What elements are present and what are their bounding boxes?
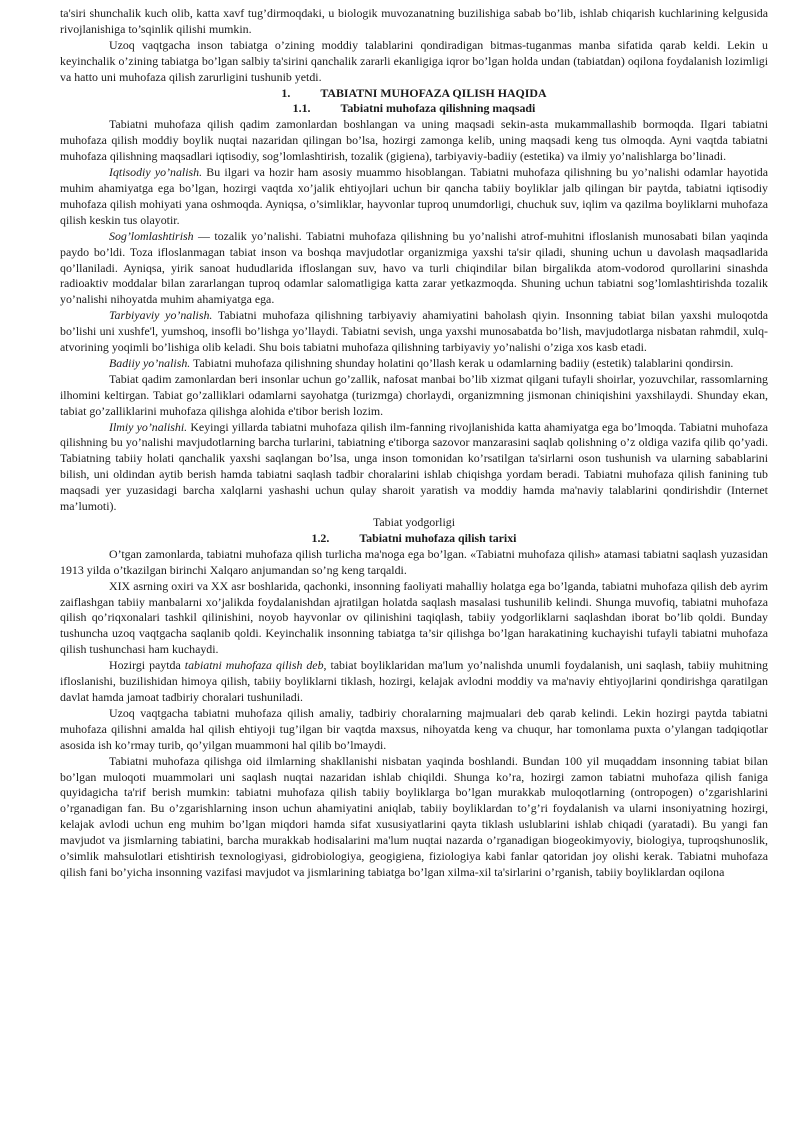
paragraph-lead: Sog’lomlashtirish	[109, 228, 194, 243]
paragraph-lead: Tarbiyaviy yo’nalish.	[109, 308, 213, 323]
section-number: 1.	[281, 85, 291, 100]
subsection-title: Tabiatni muhofaza qilish tarixi	[359, 530, 517, 545]
paragraph-text: Bu ilgari va hozir ham asosiy muammo hisoblangan. Tabiatni muhofaza qilishning bu yo’nalishi odamlar hayotida muhim ahamiyatga ega bo’lgan, hozirgi vaqtda xo’jalik ehtiyojlari uchun bir qancha tabiiy boyliklar jalb qilingan bir paytda, tabiatni iqtisodiy muhofaza qilish mohiyati yana oshmoqda. Ayniqsa, o’simliklar, hayvonlar tuproq unumdorligi, chuchuk suv, iqlim va qazilma boyliklarni muhofaza qilish keskin tus olayotir.	[60, 165, 769, 227]
body-paragraph	[60, 420, 768, 515]
body-paragraph: Tabiat qadim zamonlardan beri insonlar uchun go’zallik, nafosat manbai bo’lib xizmat qilgani tufayli shoirlar, yozuvchilar, rassomlarning ilhomini keltirgan. Tabiat go’zalliklari odamlarni sayohatga (turizmga) chorlaydi, organizmning jismonan chiniqishini yaxshilaydi. Shunday ekan, tabiat go’zalliklarini muhofaza qilishga alohida e'tibor berish lozim.	[60, 371, 768, 418]
body-paragraph: O’tgan zamonlarda, tabiatni muhofaza qilish turlicha ma'noga ega bo’lgan. «Tabiatni muhofaza qilish» atamasi tabiatni saqlash yuzasidan 1913 yilda o’tkazilgan birinchi Xalqaro anjumandan so’ng keng tarqaldi.	[60, 546, 768, 577]
section-heading	[60, 86, 768, 102]
body-paragraph: Tabiatni muhofaza qilish qadim zamonlardan boshlangan va uning maqsadi sekin-asta mukammallashib bormoqda. Ilgari tabiatni muhofaza qilish moddiy boylik nuqtai nazaridan qilingan bo’lsa, hozirgi zamonga kelib, uning maqsadi keng tus olmoqda. Ayni vaqtda tabiatni muhofaza qilishning maqsadlari iqtisodiy, sog’lomlashtirish, tozalik (gigiena), tarbiyaviy-badiiy (estetika) va ilmiy yo’nalishlarga bo’linadi.	[60, 117, 768, 164]
paragraph-text: Tabiatni muhofaza qilishning shunday holatini qo’llash kerak u odamlarning badiiy (estetik) talablarini qondirsin.	[190, 355, 734, 370]
body-paragraph	[60, 308, 768, 356]
paragraph-text: , tabiat boyliklaridan ma'lum yo’nalishda unumli foydalanish, uni saqlash, tabiiy muhitning ifloslanishi, buzilishidan himoya qilish, tabiiy boyliklarni tiklash, hozirgi, kelajak avlodni moddiy va ma'naviy ehtiyojlarini qondirishga qaratilgan davlat hamda jamoat tadbiriy choralari tushuniladi.	[60, 658, 768, 704]
subsection-number: 1.1.	[292, 101, 311, 116]
subsection-heading	[60, 531, 768, 547]
intro-paragraph: Uzoq vaqtgacha inson tabiatga o’zining moddiy talablarini qondiradigan bitmas-tuganmas manba sifatida qarab keldi. Lekin u keyinchalik o’zining tabiatga bo’lgan salbiy ta'sirini qanchalik zararli ekanligiga iqror bo’lgan holda undan (tabiatdan) oqilona foydalanish lozimligi va hatto uni muhofaza qilish zarurligini tushunib yetdi.	[60, 37, 768, 84]
subsection-heading	[60, 101, 768, 117]
section-title: TABIATNI MUHOFAZA QILISH HAQIDA	[320, 85, 547, 100]
paragraph-lead: Ilmiy yo’nalishi.	[109, 419, 188, 434]
paragraph-lead: Iqtisodiy yo’nalish.	[109, 165, 203, 180]
paragraph-lead: Badiiy yo’nalish.	[109, 355, 191, 370]
intro-paragraph: ta'siri shunchalik kuch olib, katta xavf tug’dirmoqdaki, u biologik muvozanatning buzilishiga sabab bo’lib, ishlab chiqarish kuchlarining kelgusida rivojlanishiga to’sqinlik qilishi mumkin.	[60, 6, 768, 36]
subsection-number: 1.2.	[311, 530, 330, 545]
body-paragraph	[60, 356, 768, 372]
body-paragraph	[60, 165, 768, 229]
body-paragraph: Tabiatni muhofaza qilishga oid ilmlarning shakllanishi nisbatan yaqinda boshlandi. Bundan 100 yil muqaddam insonning tabiat bilan bo’lgan muloqoti muammolari uni saqlash nuqtai nazaridan ishlab chiqildi. Shunga ko’ra, hozirgi zamon tabiatni muhofaza qilish faniga quyidagicha ta'rif berish mumkin: tabiatni muhofaza qilish tabiiy boyliklarga bo’lgan murakkab muloqotlarning (ontropogen) o’zgarishlarini o’rganadigan fan. Bu o’zgarishlarning inson uchun ahamiyatini aniqlab, tabiiy boyliklardan to’g’ri foydalanish va ularni insoniyatning hozirgi, kelajak avlodi uchun eng muhim bo’lgan miqdori hamda sifat xususiyatlarini qayta tiklash uslublarini ishlab chiqadi (yaratadi). Bu yangi fan mavjudot va jismlarning tabiatini, barcha murakkab hodisalarini ma'lum nuqtai nazarda o’rganadigan biogeokimyoviy, biologiya, tuproqshunoslik, o’simlik mahsulotlari etishtirish texnologiyasi, gidrobiologiya, geogigiena, fiziologiya kabi fanlar qatoridan joy olishi kerak. Tabiatni muhofaza qilish fani bo’yicha insonning vazifasi mavjudot va jismlarining tabiatga bo’lgan xilma-xil ta'sirlarini o’rganish, tabiiy boyliklardan oqilona	[60, 753, 768, 879]
paragraph-text: Hozirgi paytda	[109, 658, 185, 673]
paragraph-text: Keyingi yillarda tabiatni muhofaza qilish ilm-fanning rivojlanishida katta ahamiyatga ega bo’lmoqda. Tabiatni muhofaza qilishning bu yo’nalishi mavjudotlarning barcha turlarini, tabiatning e'tiborga sazovor manzarasini saqlab qolishning o’z oldiga vazifa qilib qo’yadi. Tabiatning tabiiy holati qanchalik yaxshi saqlangan bo’lsa, unga inson tomonidan ko’rsatilgan ta'sirlarni oson tushunish va ularning sabablarini bilish, uni oldindan aytib berish hamda tabiatni saqlash tadbir choralarini ishlab chiqishga yordam beradi. Tabiatni muhofaza qilish fanining tub maqsadi yer yuzasidagi barcha xalqlarni yashashi uchun qulay sharoit yaratish va moddiy hamda ma'naviy talablarini qondirishdir (Internet ma’lumoti).	[60, 419, 768, 514]
body-paragraph	[60, 658, 768, 706]
body-paragraph: XIX asrning oxiri va XX asr boshlarida, qachonki, insonning faoliyati mahalliy holatga ega bo’lganda, tabiatni muhofaza qilish deb ayrim zaiflashgan tabiiy manbalarni xo’jalikda foydalanishdan ajratilgan holatda saqlash masalasi tushunilib kelindi. Shunga muvofiq, tabiatni muhofaza qilish qo’riqxonalari tashkil qilinishini, noyob hayvonlar ov qilinishini taqiqlash, tabiiy yodgorliklarni saqlashdan iborat bo’lib qoldi. Bunday tushuncha uzoq vaqtgacha saqlanib qoldi. Keyinchalik insonning tabiatga ta’sir qilishga bo’lgan harakatining kuchayishi tufayli tabiatni muhofaza qilish tushunchasi ham kuchaydi.	[60, 578, 768, 657]
paragraph-text: — tozalik yo’nalishi. Tabiatni muhofaza qilishning bu yo’nalishi atrof-muhitni ifloslanish munosabati bilan yaqinda paydo bo’ldi. Toza ifloslanmagan tabiat inson va boshqa mavjudotlar organizmiga yaxshi ta'sir qiladi, shuning uchun u davolash maqsadlarida qo’llaniladi. Ayniqsa, yirik sanoat hududlarida ifloslangan suv, havo va turli chiqindilar bilan birgalikda atom-vodorod qurollarini sinashda radioaktiv moddalar bilan zararlangan tuproq odamlar salomatligiga katta zarar yetkazmoqda. Shuning uchun tabiatni sog’lomlashtirishda tozalik yo’nalishi nihoyatda muhim ahamiyatga ega.	[60, 228, 768, 307]
body-paragraph: Uzoq vaqtgacha tabiatni muhofaza qilish amaliy, tadbiriy choralarning majmualari deb qarab kelindi. Lekin hozirgi paytda tabiatni muhofaza qilishni amalda hal qilish ehtiyoji tug’ilgan bir vaqtda maxsus, nihoyatda keng va chuqur, har tomonlama puxta o’ylangan tadqiqotlar asosida ish ko’rmay turib, qo’yilgan muammoni hal qilib bo’lmaydi.	[60, 705, 768, 752]
body-paragraph	[60, 229, 768, 309]
subsection-title: Tabiatni muhofaza qilishning maqsadi	[340, 101, 536, 116]
paragraph-emphasis: tabiatni muhofaza qilish deb	[184, 658, 324, 673]
document-page	[60, 6, 768, 881]
figure-caption: Tabiat yodgorligi	[372, 515, 456, 529]
paragraph-text: Tabiatni muhofaza qilishning tarbiyaviy ahamiyatini baholash qiyin. Insonning tabiat bilan yaxshi muloqotda bo’lishi uni xushfe'l, yumshoq, insofli bo’lishga yo’llaydi. Tabiatni sevish, unga yaxshi munosabatda bo’lish, mavjudotlarga nisbatan rahmdil, xulq-atvorining yoqimli bo’lishiga olib keladi. Shu bois tabiatni muhofaza qilishning tarbiyaviy yo’nalishi o’ziga xos kasb etadi.	[60, 308, 769, 355]
